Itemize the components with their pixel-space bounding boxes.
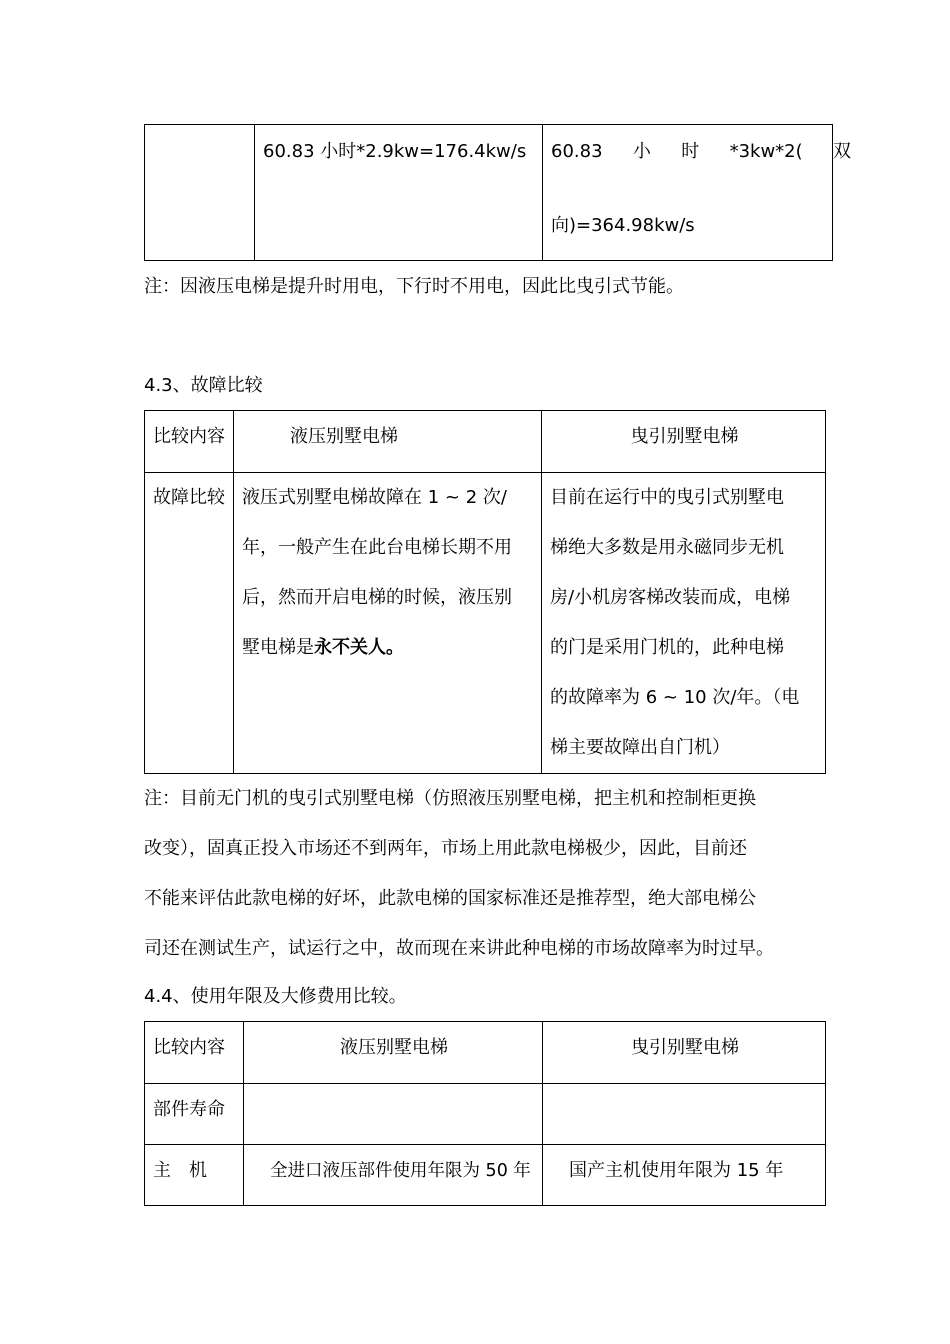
traction-energy-part: 时: [681, 141, 700, 162]
section-4-3-heading: 4.3、故障比较: [144, 375, 263, 396]
energy-table-hydraulic-cell: [255, 125, 543, 261]
header-text: 液压别墅电梯: [340, 1037, 448, 1058]
fault-traction-line: 房/小机房客梯改装而成，电梯: [550, 587, 791, 608]
fault-traction-line: 目前在运行中的曳引式别墅电: [550, 487, 784, 508]
lifespan-row1-label-cell: [145, 1084, 244, 1145]
fault-row-label-cell: [145, 473, 234, 774]
note-fault-line: 司还在测试生产，试运行之中，故而现在来讲此种电梯的市场故障率为时过早。: [144, 938, 774, 959]
header-text: 比较内容: [153, 426, 225, 447]
traction-energy-part: 60.83: [551, 141, 603, 162]
fault-table-header-hydraulic: [234, 411, 542, 473]
lifespan-header-label: [145, 1022, 244, 1084]
fault-traction-line: 的故障率为 6 ~ 10 次/年。（电: [550, 687, 800, 708]
lifespan-row-label: 主 机: [153, 1160, 207, 1181]
traction-energy-part: *3kw*2(: [729, 141, 803, 162]
header-text: 曳引别墅电梯: [630, 426, 739, 447]
fault-hydraulic-line: [234, 623, 541, 673]
lifespan-row-label: 部件寿命: [153, 1099, 225, 1120]
lifespan-row1-traction: [543, 1084, 826, 1145]
energy-table-traction-cell: [543, 125, 851, 261]
lifespan-row2-traction: [543, 1145, 826, 1206]
traction-energy-part: 小: [632, 141, 651, 162]
fault-table-header-traction: [542, 411, 826, 473]
lifespan-hydraulic-value: 全进口液压部件使用年限为 50 年: [270, 1161, 531, 1181]
note-fault-line: 注：目前无门机的曳引式别墅电梯（仿照液压别墅电梯，把主机和控制柜更换: [144, 788, 756, 809]
note-fault: [144, 774, 834, 974]
section-4-4-heading: 4.4、使用年限及大修费用比较。: [144, 986, 407, 1007]
lifespan-header-traction: [543, 1022, 826, 1084]
lifespan-header-hydraulic: [244, 1022, 543, 1084]
fault-traction-line: 的门是采用门机的，此种电梯: [550, 637, 784, 658]
energy-table-empty-cell: [145, 125, 255, 261]
fault-traction-line: 梯主要故障出自门机）: [550, 737, 730, 758]
fault-hydraulic-line: 液压式别墅电梯故障在 1 ~ 2 次/: [242, 487, 507, 508]
lifespan-table: [144, 1021, 826, 1206]
header-text: 比较内容: [153, 1037, 225, 1058]
traction-energy-line1: [551, 127, 851, 177]
fault-hydraulic-prefix: 墅电梯是: [242, 637, 314, 658]
hydraulic-energy-value: 60.83 小时*2.9kw=176.4kw/s: [263, 141, 527, 162]
fault-hydraulic-line: 年，一般产生在此台电梯长期不用: [242, 537, 512, 558]
lifespan-row1-hydraulic: [244, 1084, 543, 1145]
lifespan-row2-label-cell: [145, 1145, 244, 1206]
header-text: 曳引别墅电梯: [631, 1037, 739, 1058]
note-energy: 注：因液压电梯是提升时用电，下行时不用电，因此比曳引式节能。: [144, 276, 684, 297]
fault-hydraulic-cell: [234, 473, 542, 774]
traction-energy-line2: 向)=364.98kw/s: [551, 215, 695, 236]
header-text: 液压别墅电梯: [290, 426, 398, 447]
traction-energy-part: 双: [832, 141, 851, 162]
fault-table: [144, 410, 826, 774]
fault-table-header-label: [145, 411, 234, 473]
energy-table: [144, 124, 851, 261]
fault-hydraulic-line: 后，然而开启电梯的时候，液压别: [242, 587, 512, 608]
fault-traction-line: 梯绝大多数是用永磁同步无机: [550, 537, 784, 558]
note-fault-line: 改变），固真正投入市场还不到两年，市场上用此款电梯极少，因此，目前还: [144, 838, 747, 859]
fault-row-label: 故障比较: [153, 487, 225, 508]
fault-hydraulic-bold: 永不关人。: [314, 637, 404, 658]
lifespan-row2-hydraulic: [244, 1145, 543, 1206]
lifespan-traction-value: 国产主机使用年限为 15 年: [569, 1160, 784, 1181]
note-fault-line: 不能来评估此款电梯的好坏，此款电梯的国家标准还是推荐型，绝大部电梯公: [144, 888, 756, 909]
fault-traction-cell: [542, 473, 826, 774]
